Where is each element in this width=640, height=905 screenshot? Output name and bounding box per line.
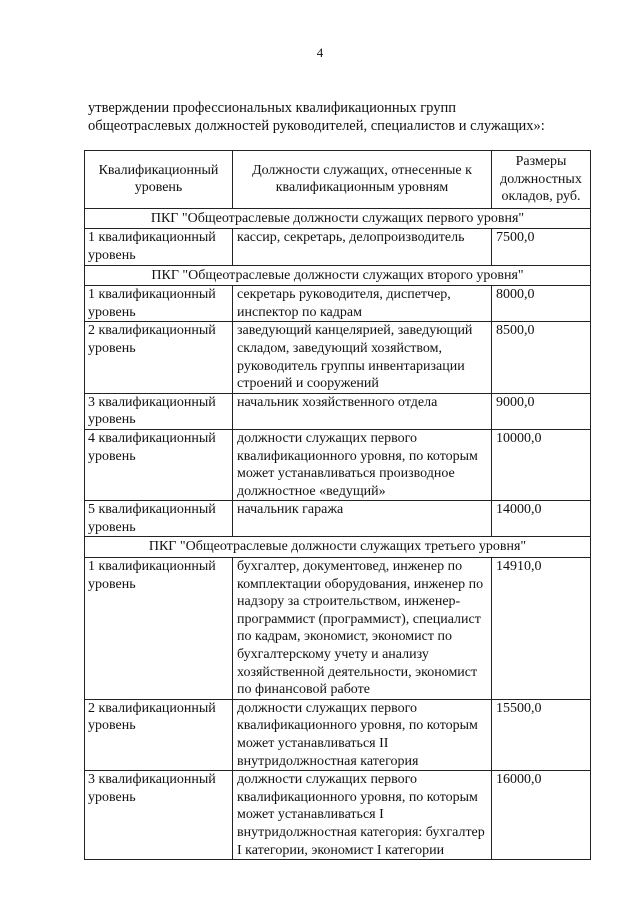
page-number: 4 [316,45,324,60]
table-row [85,558,591,700]
salary-cell: 10000,0 [492,429,591,500]
table-row [85,322,591,393]
level-cell: 3 квалификационный уровень [85,393,233,429]
level-cell: 1 квалификационный уровень [85,286,233,322]
group-header-row [85,208,591,229]
positions-cell: кассир, секретарь, делопроизводитель [233,229,492,265]
table-row [85,501,591,537]
table-row [85,229,591,265]
salary-table-body [85,151,591,860]
salary-cell: 14000,0 [492,501,591,537]
salary-cell: 8000,0 [492,286,591,322]
salary-cell: 7500,0 [492,229,591,265]
table-row [85,393,591,429]
table-row [85,429,591,500]
level-cell: 2 квалификационный уровень [85,699,233,770]
salary-cell: 16000,0 [492,771,591,860]
table-row [85,286,591,322]
positions-cell: заведующий канцелярией, заведующий складом, заведующий хозяйством, руководитель группы инвентаризации строений и сооружений [233,322,492,393]
positions-cell: должности служащих первого квалификационного уровня, по которым может устанавливаться производное должностное «ведущий» [233,429,492,500]
positions-cell: бухгалтер, документовед, инженер по комплектации оборудования, инженер по надзору за строительством, инженер-программист (программист), специалист по кадрам, экономист, экономист по бухгалтерскому учету и анализу хозяйственной деятельности, экономист по финансовой работе [233,558,492,700]
group-header-row [85,537,591,558]
group-title: ПКГ "Общеотраслевые должности служащих третьего уровня" [85,537,591,558]
level-cell: 1 квалификационный уровень [85,229,233,265]
table-row [85,699,591,770]
group-header-row [85,265,591,286]
salary-cell: 15500,0 [492,699,591,770]
level-cell: 2 квалификационный уровень [85,322,233,393]
salary-table [84,150,591,860]
level-cell: 1 квалификационный уровень [85,558,233,700]
positions-cell: начальник хозяйственного отдела [233,393,492,429]
header-level: Квалификационный уровень [85,151,233,209]
table-row [85,771,591,860]
salary-cell: 14910,0 [492,558,591,700]
level-cell: 4 квалификационный уровень [85,429,233,500]
positions-cell: должности служащих первого квалификационного уровня, по которым может устанавливаться I внутридолжностная категория: бухгалтер I категории, экономист I категории [233,771,492,860]
salary-cell: 9000,0 [492,393,591,429]
positions-cell: должности служащих первого квалификационного уровня, по которым может устанавливаться II внутридолжностная категория [233,699,492,770]
header-salary: Размеры должностных окладов, руб. [492,151,591,209]
group-title: ПКГ "Общеотраслевые должности служащих второго уровня" [85,265,591,286]
salary-cell: 8500,0 [492,322,591,393]
table-header-row [85,151,591,209]
level-cell: 3 квалификационный уровень [85,771,233,860]
positions-cell: секретарь руководителя, диспетчер, инспектор по кадрам [233,286,492,322]
positions-cell: начальник гаража [233,501,492,537]
group-title: ПКГ "Общеотраслевые должности служащих первого уровня" [85,208,591,229]
level-cell: 5 квалификационный уровень [85,501,233,537]
header-positions: Должности служащих, отнесенные к квалификационным уровням [233,151,492,209]
intro-paragraph: утверждении профессиональных квалификационных групп общеотраслевых должностей руководителей, специалистов и служащих»: [88,100,545,134]
